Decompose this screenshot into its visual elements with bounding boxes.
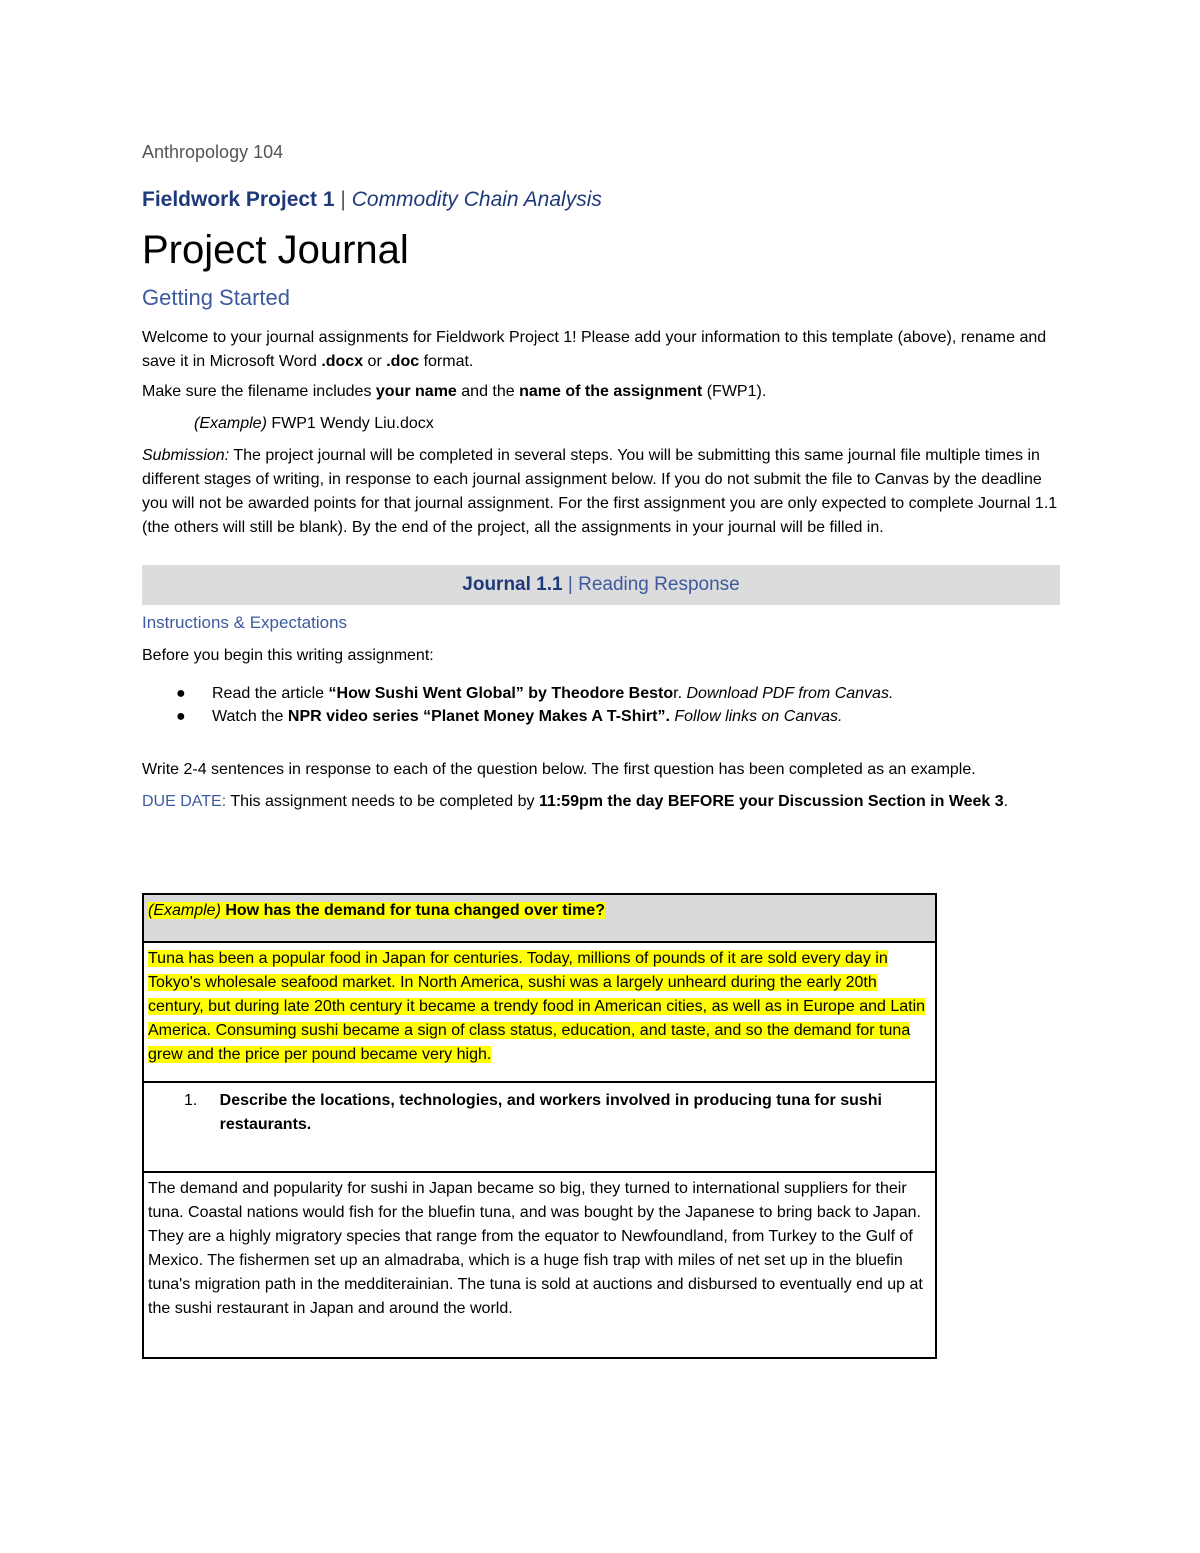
question-1-cell[interactable]: 1. Describe the locations, technologies, and workers involved in producing tuna for sushi restaurants. — [143, 1082, 936, 1172]
getting-started-heading: Getting Started — [142, 285, 290, 310]
page-title: Project Journal — [142, 228, 409, 272]
project-heading — [142, 186, 1060, 214]
table-row — [143, 1172, 936, 1358]
journal-subtitle: Reading Response — [578, 574, 740, 595]
project-name: Fieldwork Project 1 — [142, 188, 335, 211]
submission-paragraph: Submission: The project journal will be completed in several steps. You will be submitting this same journal file multiple times in different stages of writing, in response to each journal assignment below. If you do not submit the file to Canvas by the deadline you will not be awarded points for that journal assignment. For the first assignment you are only expected to complete Journal 1.1 (the others will still be blank). By the end of the project, all the assignments in your journal will be filled in. — [142, 447, 1058, 536]
instructions-heading: Instructions & Expectations — [142, 613, 348, 632]
list-item: ● Read the article “How Sushi Went Global” by Theodore Bestor. Download PDF from Canvas. — [176, 685, 894, 702]
table-row — [143, 894, 936, 942]
write-instructions: Write 2-4 sentences in response to each of the question below. The first question has been completed as an example. — [142, 761, 976, 778]
welcome-paragraph: Welcome to your journal assignments for Fieldwork Project 1! Please add your information to this template (above), rename and save it in Microsoft Word .docx or .doc format. — [142, 329, 1047, 370]
course-name: Anthropology 104 — [142, 142, 284, 162]
due-date: DUE DATE: This assignment needs to be completed by 11:59pm the day BEFORE your Discussion Section in Week 3. — [142, 793, 1009, 810]
journal-separator: | — [562, 574, 579, 595]
project-subtitle: Commodity Chain Analysis — [351, 188, 602, 211]
table-row — [143, 942, 936, 1082]
before-text: Before you begin this writing assignment: — [142, 647, 434, 664]
answer-1-cell[interactable]: The demand and popularity for sushi in Japan became so big, they turned to international suppliers for their tuna. Coastal nations would fish for the bluefin tuna, and was bought by the Japanese to bring back to Japan. They are a highly migratory species that range from the equator to Newfoundland, from Turkey to the Gulf of Mexico. The fishermen set up an almadraba, which is a huge fish trap with miles of net set up in the bluefin tuna's migration path in the medditerainian. The tuna is sold at auctions and disbursed to eventually end up at the sushi restaurant in Japan and around the world. — [143, 1172, 936, 1358]
instructions-list — [142, 682, 1060, 728]
example-answer-cell[interactable]: Tuna has been a popular food in Japan for centuries. Today, millions of pounds of it are sold every day in Tokyo's wholesale seafood market. In North America, sushi was a largely unheard during the early 20th century, but during late 20th century it became a trendy food in American cities, as well as in Europe and Latin America. Consuming sushi became a sign of class status, education, and taste, and so the demand for tuna grew and the price per pound became very high. — [143, 942, 936, 1082]
journal-table — [142, 893, 937, 1359]
journal-banner — [142, 565, 1060, 605]
filename-paragraph: Make sure the filename includes your name and the name of the assignment (FWP1). — [142, 383, 767, 400]
table-row — [143, 1082, 936, 1172]
journal-name: Journal 1.1 — [462, 574, 563, 595]
example-filename: (Example) FWP1 Wendy Liu.docx — [194, 415, 434, 432]
project-separator: | — [340, 188, 346, 211]
document-page — [142, 140, 1060, 814]
example-question-cell[interactable]: (Example) How has the demand for tuna changed over time? — [143, 894, 936, 942]
list-item: ● Watch the NPR video series “Planet Money Makes A T-Shirt”. Follow links on Canvas. — [176, 708, 843, 725]
